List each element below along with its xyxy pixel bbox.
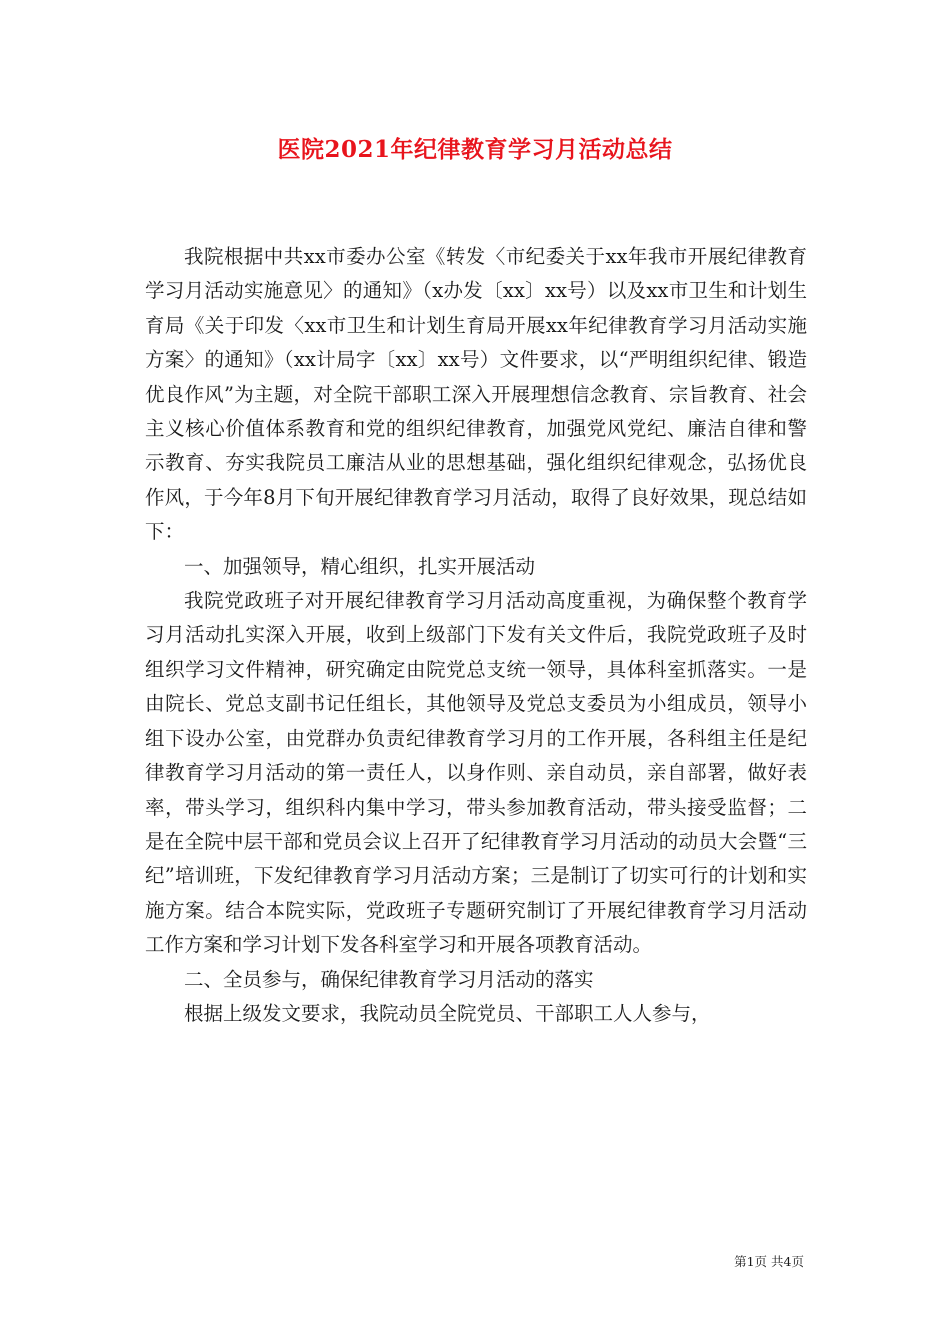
page-number-footer: 第1页 共4页	[734, 1254, 804, 1269]
document-title: 医院2021年纪律教育学习月活动总结	[277, 136, 673, 163]
body-paragraph: 我院根据中共xx市委办公室《转发〈市纪委关于xx年我市开展纪律教育学习月活动实施意见〉的通知》（x办发〔xx〕xx号）以及xx市卫生和计划生育局《关于印发〈xx市卫生和计划生育局开展xx年纪律教育学习月活动实施方案〉的通知》（xx计局字〔xx〕xx号）文件要求，以“严明组织纪律、锻造优良作风”为主题，对全院干部职工深入开展理想信念教育、宗旨教育、社会主义核心价值体系教育和党的组织纪律教育，加强党风党纪、廉洁自律和警示教育、夯实我院员工廉洁从业的思想基础，强化组织纪律观念，弘扬优良作风，于今年8月下旬开展纪律教育学习月活动，取得了良好效果，现总结如下：	[145, 245, 807, 544]
section-heading: 二、全员参与，确保纪律教育学习月活动的落实	[184, 967, 594, 991]
body-paragraph: 我院党政班子对开展纪律教育学习月活动高度重视，为确保整个教育学习月活动扎实深入开展，收到上级部门下发有关文件后，我院党政班子及时组织学习文件精神，研究确定由院党总支统一领导，具体科室抓落实。一是由院长、党总支副书记任组长，其他领导及党总支委员为小组成员，领导小组下设办公室，由党群办负责纪律教育学习月的工作开展，各科组主任是纪律教育学习月活动的第一责任人，以身作则、亲自动员，亲自部署，做好表率，带头学习，组织科内集中学习，带头参加教育活动，带头接受监督；二是在全院中层干部和党员会议上召开了纪律教育学习月活动的动员大会暨“三纪”培训班，下发纪律教育学习月活动方案；三是制订了切实可行的计划和实施方案。结合本院实际，党政班子专题研究制订了开展纪律教育学习月活动工作方案和学习计划下发各科室学习和开展各项教育活动。	[145, 589, 807, 957]
document-body	[145, 240, 807, 1031]
section-heading: 一、加强领导，精心组织，扎实开展活动	[184, 554, 536, 578]
body-paragraph: 根据上级发文要求，我院动员全院党员、干部职工人人参与，	[184, 1001, 711, 1025]
